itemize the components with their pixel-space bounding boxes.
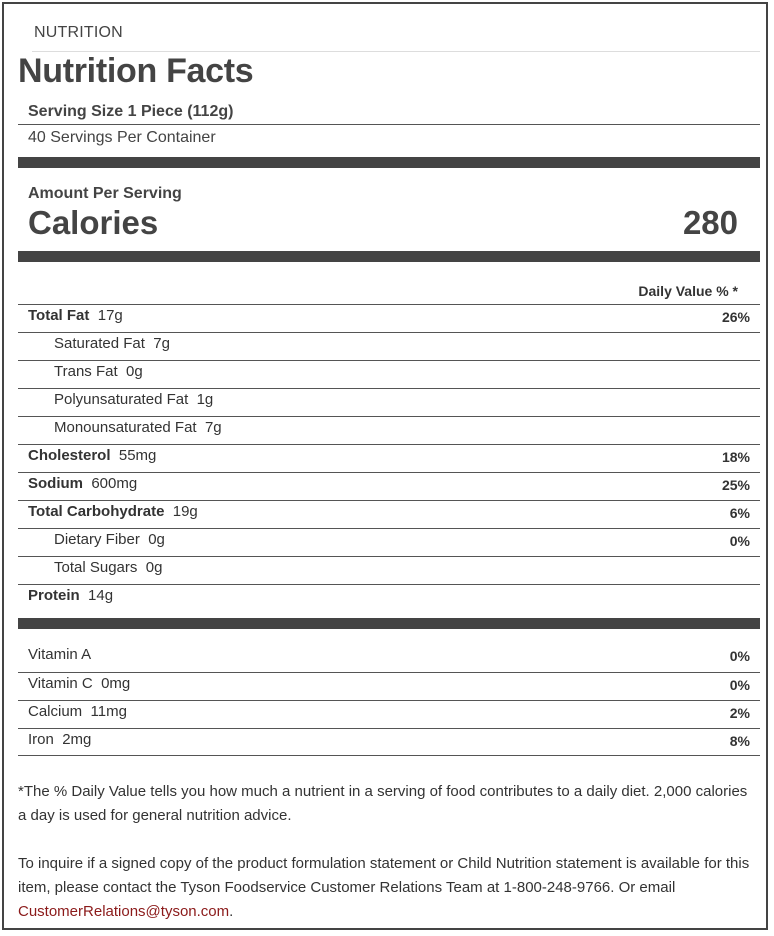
nutrient-daily-value: 0% <box>729 533 750 549</box>
nutrient-amount: 7g <box>204 419 222 436</box>
amount-per-serving: Amount Per Serving <box>28 185 182 202</box>
nutrient-name: Dietary Fiber 0g <box>54 531 165 548</box>
nutrient-daily-value: 25% <box>721 477 750 493</box>
vitamin-row-iron <box>18 728 760 756</box>
nutrient-amount: 0g <box>145 559 163 576</box>
nutrient-amount: 14g <box>88 587 114 604</box>
nutrient-amount: 600mg <box>91 475 138 492</box>
nutrient-row-protein <box>18 584 760 612</box>
vitamin-amount: 2mg <box>62 731 92 748</box>
nutrient-name: Trans Fat 0g <box>54 363 143 380</box>
nutrient-row-sodium <box>18 472 760 500</box>
nutrient-name: Saturated Fat 7g <box>54 335 170 352</box>
calories-label: Calories <box>28 204 159 241</box>
nutrient-amount: 7g <box>153 335 170 352</box>
thick-divider-calories <box>18 251 760 262</box>
vitamin-name: Iron 2mg <box>28 731 92 748</box>
vitamin-amount: 0mg <box>101 675 131 692</box>
nutrient-amount: 17g <box>97 307 123 324</box>
nutrition-facts-title: Nutrition Facts <box>18 52 254 90</box>
servings-per-container: 40 Servings Per Container <box>28 129 216 146</box>
nutrient-row-total-carbohydrate <box>18 500 760 528</box>
vitamin-name: Vitamin C 0mg <box>28 675 131 692</box>
nutrient-row-saturated-fat <box>18 332 760 360</box>
nutrient-row-dietary-fiber <box>18 528 760 556</box>
nutrient-daily-value: 6% <box>729 505 750 521</box>
calories-value: 280 <box>682 204 738 241</box>
nutrient-row-total-sugars <box>18 556 760 584</box>
inquiry-note <box>18 852 756 924</box>
nutrient-name: Cholesterol 55mg <box>28 447 157 464</box>
nutrient-amount: 55mg <box>118 447 157 464</box>
vitamin-daily-value: 0% <box>729 677 750 693</box>
vitamin-daily-value: 8% <box>729 733 750 749</box>
nutrient-row-total-fat <box>18 304 760 332</box>
nutrient-amount: 19g <box>172 503 198 520</box>
vitamin-row-calcium <box>18 700 760 728</box>
serving-divider <box>18 124 760 125</box>
vitamin-name: Calcium 11mg <box>28 703 127 720</box>
serving-size: Serving Size 1 Piece (112g) <box>28 103 234 120</box>
vitamin-row-vitamin-a <box>18 644 760 672</box>
nutrient-name: Total Fat 17g <box>28 307 123 324</box>
thick-divider-vitamins <box>18 618 760 629</box>
nutrient-name: Monounsaturated Fat 7g <box>54 419 222 436</box>
nutrient-amount: 1g <box>196 391 214 408</box>
section-label: NUTRITION <box>34 24 123 41</box>
vitamin-row-vitamin-c <box>18 672 760 700</box>
thick-divider-top <box>18 157 760 168</box>
vitamin-daily-value: 2% <box>729 705 750 721</box>
vitamin-amount: 11mg <box>90 703 127 720</box>
inquiry-end: . <box>229 903 234 920</box>
nutrient-row-monounsaturated-fat <box>18 416 760 444</box>
daily-value-header: Daily Value % * <box>638 283 738 299</box>
nutrient-name: Total Carbohydrate 19g <box>28 503 198 520</box>
vitamin-daily-value: 0% <box>729 648 750 664</box>
nutrient-daily-value: 26% <box>721 309 750 325</box>
inquiry-text: To inquire if a signed copy of the product formulation statement or Child Nutrition statement is available for this item, please contact the Tyson Foodservice Customer Relations Team at 1-800-248-9766. Or email <box>18 855 750 896</box>
daily-value-footnote: *The % Daily Value tells you how much a nutrient in a serving of food contributes to a daily diet. 2,000 calories a day is used for general nutrition advice. <box>18 783 748 824</box>
nutrient-name: Protein 14g <box>28 587 114 604</box>
vitamin-name: Vitamin A <box>28 646 92 663</box>
nutrient-name: Total Sugars 0g <box>54 559 163 576</box>
nutrient-name: Sodium 600mg <box>28 475 138 492</box>
nutrition-panel <box>2 2 768 930</box>
nutrient-row-trans-fat <box>18 360 760 388</box>
nutrient-name: Polyunsaturated Fat 1g <box>54 391 214 408</box>
nutrient-amount: 0g <box>125 363 143 380</box>
nutrient-row-polyunsaturated-fat <box>18 388 760 416</box>
nutrient-row-cholesterol <box>18 444 760 472</box>
nutrient-daily-value: 18% <box>721 449 750 465</box>
nutrient-amount: 0g <box>148 531 165 548</box>
customer-relations-email-link[interactable]: CustomerRelations@tyson.com <box>18 903 230 920</box>
